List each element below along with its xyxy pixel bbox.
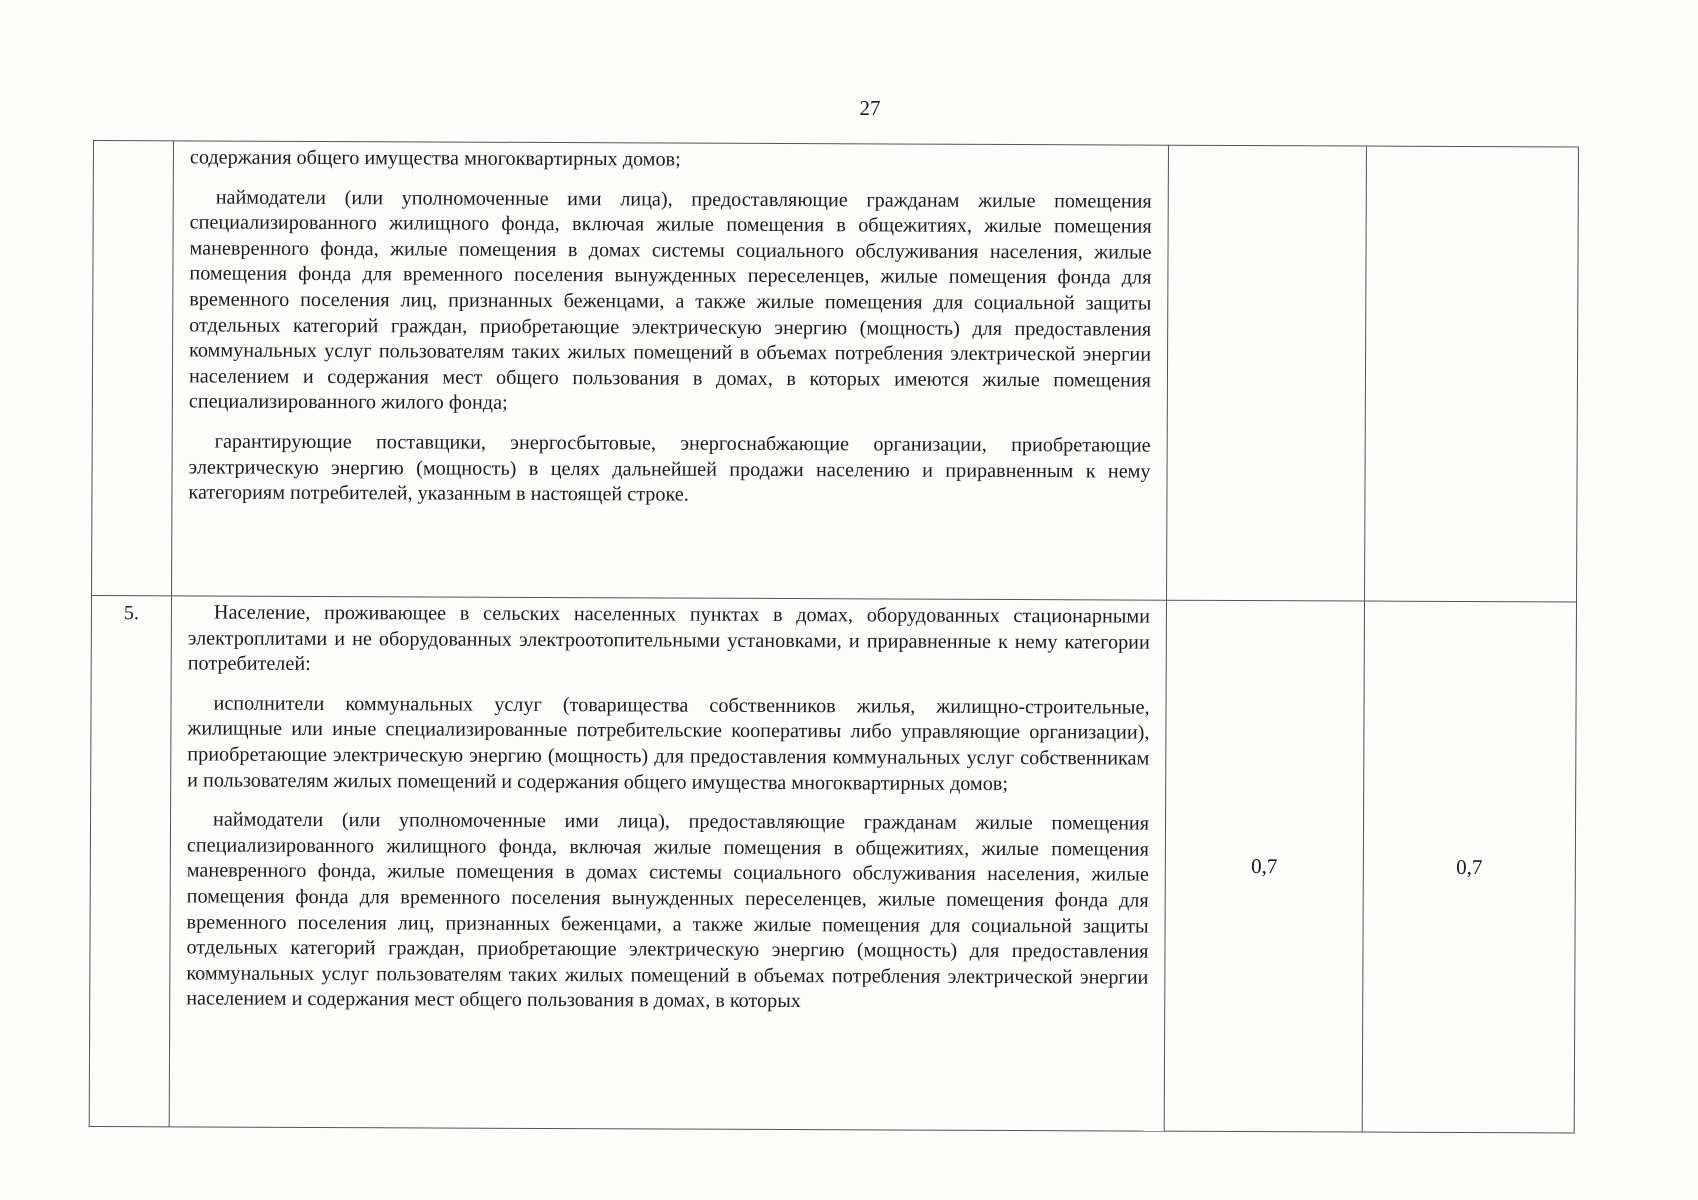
value-cell-2 [1365,146,1579,602]
description-paragraph: Население, проживающее в сельских населенных пунктах в домах, оборудованных стационарными электроплитами и не оборудованных электроотопительными установками, и приравненные к нему категории потребителей: [187,601,1150,676]
row-description-cell [172,141,1169,600]
description-paragraph: гарантирующие поставщики, энергосбытовые, энергоснабжающие организации, приобретающие электрическую энергию (мощность) в целях дальнейшей продажи населению и приравненным к нему категориям потребителей, указанным в настоящей строке. [188,430,1151,506]
description-paragraph: исполнители коммунальных услуг (товарищества собственников жилья, жилищно-строительные, жилищные или иные специализированные потребительские кооперативы либо управляющие организации), приобретающие электрическую энергию (мощность) для предоставления коммунальных услуг собственникам и пользователям жилых помещений и содержания общего имущества многоквартирных домов; [187,692,1150,795]
tariff-table [89,140,1579,1133]
description-paragraph: наймодатели (или уполномоченные ими лица), предоставляющие гражданам жилые помещения специализированного жилищного фонда, включая жилые помещения в общежитиях, жилые помещения маневренного фонда, жилые помещения в домах системы социального обслуживания населения, жилые помещения фонда для временного поселения вынужденных переселенцев, жилые помещения фонда для временного поселения лиц, признанных беженцами, а также жилые помещения для социальной защиты отдельных категорий граждан, приобретающие электрическую энергию (мощность) для предоставления коммунальных услуг пользователям таких жилых помещений в объемах потребления электрической энергии населением и содержания мест общего пользования в домах, в которых имеются жилые помещения специализированного жилого фонда; [188,186,1152,415]
row-number-cell: 5. [89,595,171,1126]
value-cell-2: 0,7 [1362,601,1576,1133]
value-cell-1 [1167,145,1367,601]
row-description-cell [169,596,1166,1131]
page-number: 27 [859,96,881,120]
table-row [92,141,1579,602]
value-cell-1: 0,7 [1164,600,1364,1132]
description-paragraph: содержания общего имущества многоквартирных домов; [189,146,681,171]
table-row [89,595,1576,1132]
row-number-cell [92,141,174,596]
description-paragraph: наймодатели (или уполномоченные ими лица), предоставляющие гражданам жилые помещения специализированного жилищного фонда, включая жилые помещения в общежитиях, жилые помещения маневренного фонда, жилые помещения в домах системы социального обслуживания населения, жилые помещения фонда для временного поселения вынужденных переселенцев, жилые помещения фонда для временного поселения лиц, признанных беженцами, а также жилые помещения для социальной защиты отдельных категорий граждан, приобретающие электрическую энергию (мощность) для предоставления коммунальных услуг пользователям таких жилых помещений в объемах потребления электрической энергии населением и содержания мест общего пользования в домах, в которых [186,808,1150,1013]
